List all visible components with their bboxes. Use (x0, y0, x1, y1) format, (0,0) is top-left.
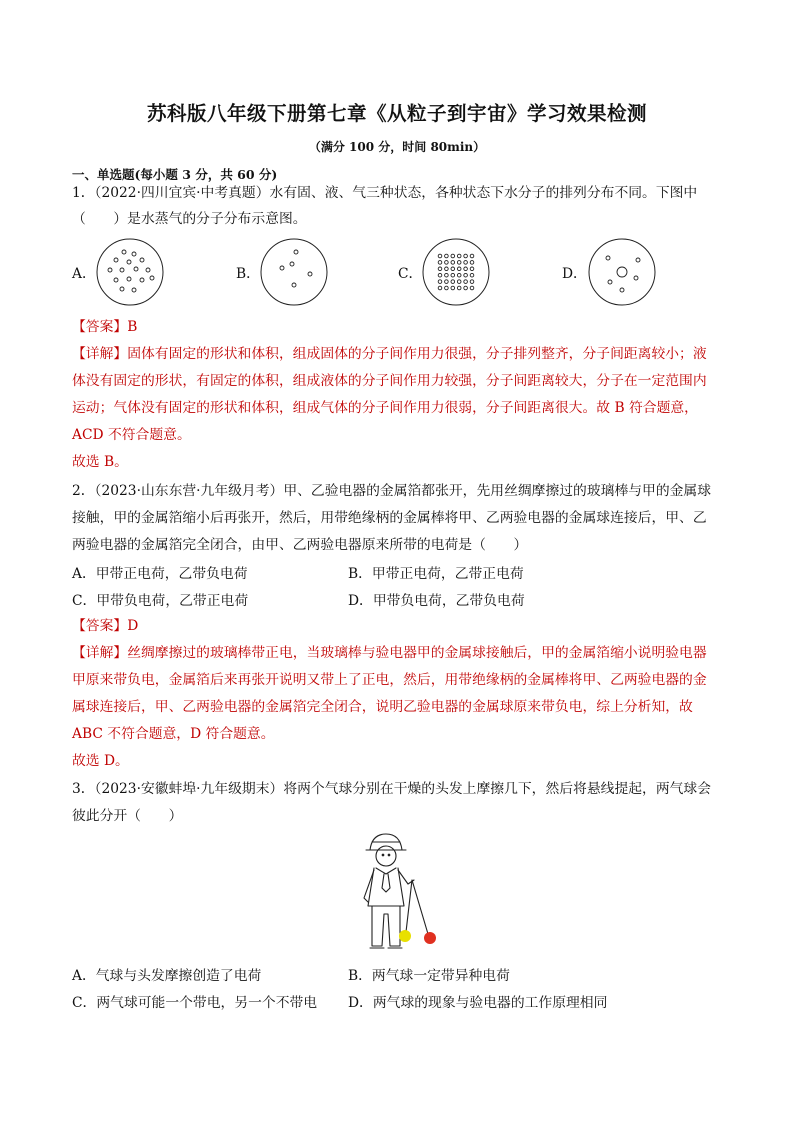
q2-stem-line-3: 两验电器的金属箔完全闭合，由甲、乙两验电器原来所带的电荷是（ ） (72, 537, 528, 553)
solid-molecule-dot (451, 261, 455, 265)
q2-answer-value: D (127, 618, 139, 634)
q2-conclusion: 故选 D。 (72, 753, 129, 769)
q3-red-balloon (424, 932, 436, 944)
solid-molecule-dot (438, 273, 442, 277)
q3-option-d: D．两气球的现象与验电器的工作原理相同 (348, 995, 608, 1011)
q1-detail-line-2: 体没有固定的形状，有固定的体积，组成液体的分子间作用力较强，分子间距离较大，分子在一定范围内 (72, 373, 707, 389)
q2-stem-line-2: 接触，甲的金属箔缩小后再张开，然后，用带绝缘柄的金属棒将甲、乙两验电器的金属球连接后，甲、乙 (72, 510, 707, 526)
q2-detail-line-4: ABC 不符合题意，D 符合题意。 (72, 726, 275, 742)
solid-molecule-dot (438, 267, 442, 271)
q1-option-c-label: C． (398, 266, 423, 282)
solid-molecule-dot (464, 261, 468, 265)
page-subtitle: （满分 100 分，时间 80min） (308, 140, 486, 154)
q3-stem-line-1: 3．（2023·安徽蚌埠·九年级期末）将两个气球分别在干燥的头发上摩擦几下，然后将悬线提起，两气球会 (72, 781, 712, 797)
q1-diagram-gas (260, 238, 328, 306)
q1-answer-tag: 【答案】 (72, 319, 128, 335)
solid-molecule-dot (464, 254, 468, 258)
solid-molecule-dot (438, 286, 442, 290)
q1-detail-text-1: 固体有固定的形状和体积，组成固体的分子间作用力很强，分子排列整齐，分子间距离较小；液 (127, 346, 707, 362)
q1-detail-line-1 (72, 344, 724, 364)
solid-molecule-dot (457, 280, 461, 284)
q3-yellow-balloon (399, 930, 411, 942)
solid-molecule-dot (464, 280, 468, 284)
q1-stem-line-2: （ ）是水蒸气的分子分布示意图。 (72, 211, 307, 227)
q2-detail-line-1 (72, 643, 724, 663)
solid-molecule-dot (438, 254, 442, 258)
solid-molecule-dot (451, 267, 455, 271)
q1-stem-line-1: 1．（2022·四川宜宾·中考真题）水有固、液、气三种状态，各种状态下水分子的排列分布不同。下图中 (72, 185, 698, 201)
q1-detail-tag: 【详解】 (72, 346, 128, 362)
solid-molecule-dot (470, 261, 474, 265)
page-title: 苏科版八年级下册第七章《从粒子到宇宙》学习效果检测 (146, 102, 647, 125)
q2-detail-line-2: 甲原来带负电，金属箔后来再张开说明又带上了正电，然后，用带绝缘柄的金属棒将甲、乙两验电器的金 (72, 672, 707, 688)
section-heading: 一、单选题(每小题 3 分，共 60 分) (72, 167, 278, 182)
q1-diagram-liquid (96, 238, 164, 306)
q1-diagram-sparse (588, 238, 656, 306)
q2-detail-tag: 【详解】 (72, 645, 128, 661)
q3-stem-line-2: 彼此分开（ ） (72, 808, 183, 824)
solid-molecule-dot (470, 273, 474, 277)
q2-option-b: B．甲带正电荷，乙带正电荷 (348, 566, 524, 582)
solid-molecule-dot (470, 280, 474, 284)
q2-detail-line-3: 属球连接后，甲、乙两验电器的金属箔完全闭合，说明乙验电器的金属球原来带负电，综上分析知，故 (72, 699, 693, 715)
solid-molecule-dot (470, 267, 474, 271)
q1-detail-line-4: ACD 不符合题意。 (72, 427, 191, 443)
solid-molecule-dot (457, 273, 461, 277)
q1-option-a-label: A． (72, 266, 96, 282)
solid-molecule-dot (451, 286, 455, 290)
solid-molecule-dot (445, 254, 449, 258)
q1-option-b-label: B． (236, 266, 260, 282)
q3-option-b: B．两气球一定带异种电荷 (348, 968, 510, 984)
q2-option-d: D．甲带负电荷，乙带负电荷 (348, 593, 525, 609)
q3-option-c: C．两气球可能一个带电，另一个不带电 (72, 995, 318, 1011)
solid-molecule-dot (464, 273, 468, 277)
solid-molecule-dot (451, 280, 455, 284)
solid-molecule-dot (457, 254, 461, 258)
solid-molecule-dot (457, 267, 461, 271)
q3-option-a: A．气球与头发摩擦创造了电荷 (72, 968, 262, 984)
solid-molecule-dot (451, 273, 455, 277)
solid-molecule-dot (470, 286, 474, 290)
solid-molecule-dot (464, 267, 468, 271)
solid-molecule-dot (470, 254, 474, 258)
q1-conclusion: 故选 B。 (72, 454, 128, 470)
solid-molecule-dot (445, 286, 449, 290)
solid-molecule-dot (464, 286, 468, 290)
q1-answer (72, 317, 724, 337)
q1-detail-line-3: 运动；气体没有固定的形状和体积，组成气体的分子间作用力很弱，分子间距离很大。故 B 符合题意， (72, 400, 698, 416)
q2-detail-text-1: 丝绸摩擦过的玻璃棒带正电，当玻璃棒与验电器甲的金属球接触后，甲的金属箔缩小说明验电器 (127, 645, 707, 661)
solid-molecule-dot (457, 261, 461, 265)
solid-molecule-dot (445, 273, 449, 277)
q3-person-with-balloons-illustration (352, 828, 448, 958)
q1-diagram-solid (422, 238, 490, 306)
q2-option-a: A．甲带正电荷，乙带负电荷 (72, 566, 248, 582)
solid-molecule-dot (445, 280, 449, 284)
solid-molecule-dot (438, 280, 442, 284)
solid-molecule-dot (445, 267, 449, 271)
q1-answer-value: B (127, 319, 138, 335)
q2-answer (72, 616, 724, 636)
solid-molecule-dot (457, 286, 461, 290)
q1-option-d-label: D． (562, 266, 587, 282)
solid-molecule-dot (445, 261, 449, 265)
solid-molecule-dot (438, 261, 442, 265)
solid-molecule-dot (451, 254, 455, 258)
q2-answer-tag: 【答案】 (72, 618, 128, 634)
q2-stem-line-1: 2．（2023·山东东营·九年级月考）甲、乙验电器的金属箔都张开，先用丝绸摩擦过的玻璃棒与甲的金属球 (72, 483, 712, 499)
q2-option-c: C．甲带负电荷，乙带正电荷 (72, 593, 249, 609)
